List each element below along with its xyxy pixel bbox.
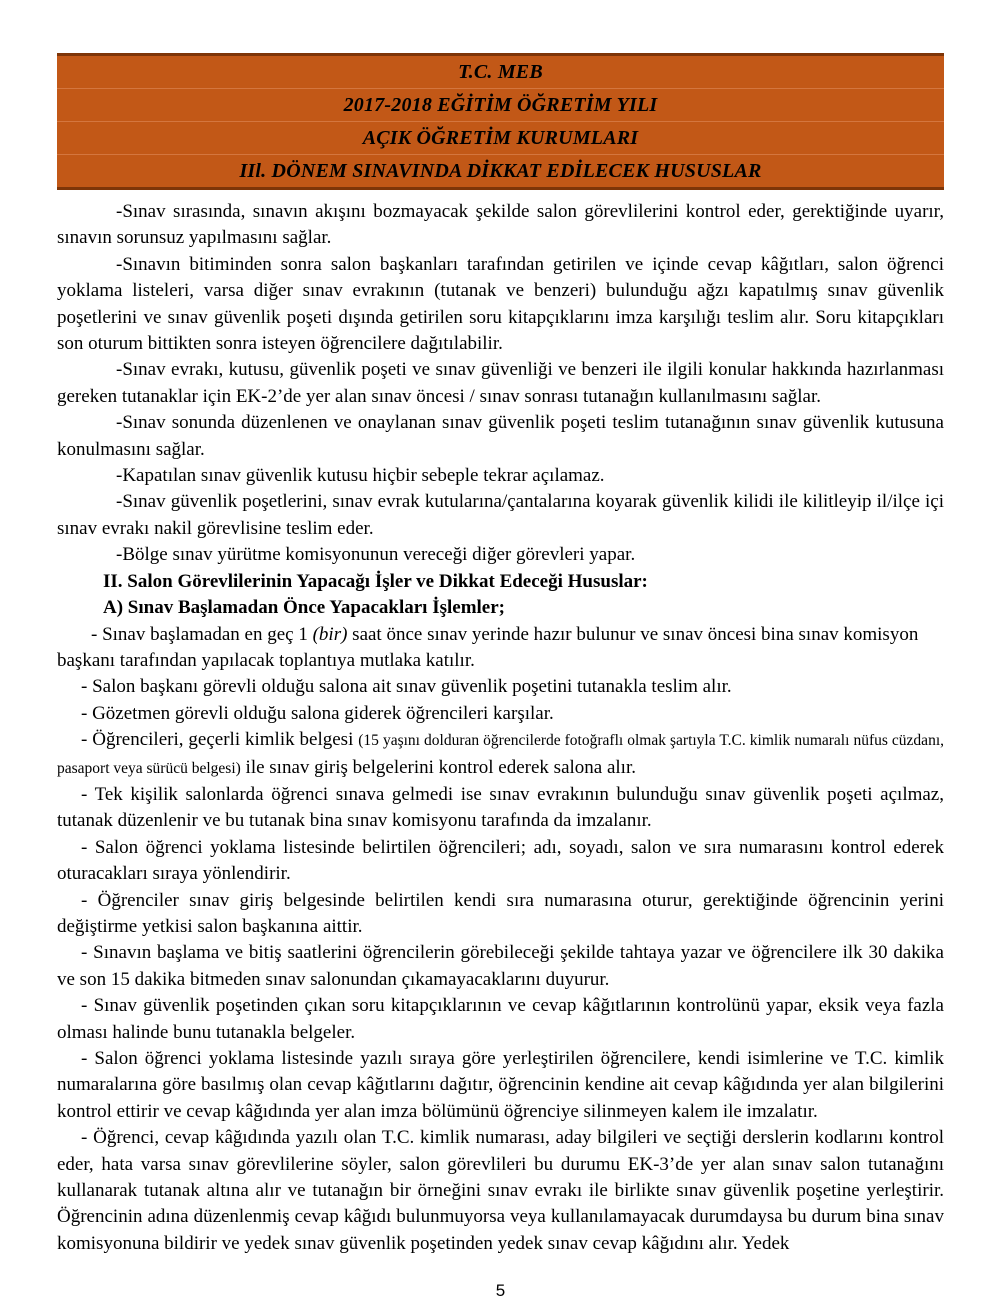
- document-body: [57, 199, 944, 1257]
- paragraph: - Salon öğrenci yoklama listesinde yazılı sıraya göre yerleştirilen öğrencilere, kendi isimlerine ve T.C. kimlik numaralarına göre basılmış olan cevap kâğıtlarını dağıtır, öğrencinin kendine ait cevap kâğıdında yer alan bilgilerini kontrol ettirir ve cevap kâğıdında yer alan imza bölümünü öğrenciye silinmeyen kalem ile imzalatır.: [57, 1048, 944, 1122]
- paragraph: - Sınav güvenlik poşetinden çıkan soru kitapçıklarının ve cevap kâğıtlarının kontrolünü yapar, eksik veya fazla olması halinde bunu tutanakla belgeler.: [57, 995, 944, 1043]
- paragraph: - Salon öğrenci yoklama listesinde belirtilen öğrencileri; adı, soyadı, salon ve sıra numarasını kontrol ederek oturacakları sıraya yönlendirir.: [57, 836, 944, 885]
- paragraph: -Sınav sonunda düzenlenen ve onaylanan sınav güvenlik poşeti teslim tutanağının sınav güvenlik kutusuna konulmasını sağlar.: [57, 412, 944, 460]
- paragraph-text-small: (15 yaşını dolduran öğrencilerde fotoğraflı olmak şartıyla T.C. kimlik numaralı nüfus cüzdanı, pasaport veya sürücü belgesi): [57, 732, 944, 777]
- subsection-heading: A) Sınav Başlamadan Önce Yapacakları İşlemler;: [103, 597, 505, 619]
- title-line-3: AÇIK ÖĞRETİM KURUMLARI: [57, 122, 944, 155]
- paragraph-text: - Öğrencileri, geçerli kimlik belgesi: [81, 729, 359, 751]
- paragraph-text-italic: (bir): [312, 623, 348, 645]
- title-line-2: 2017-2018 EĞİTİM ÖĞRETİM YILI: [57, 89, 944, 122]
- paragraph: - Salon başkanı görevli olduğu salona ait sınav güvenlik poşetini tutanakla teslim alır.: [81, 676, 732, 698]
- paragraph: - Öğrenciler sınav giriş belgesinde belirtilen kendi sıra numarasına oturur, gerektiğinde öğrencinin yerini değiştirme yetkisi salon başkanına aittir.: [57, 889, 944, 937]
- document-title-block: [57, 53, 944, 190]
- paragraph-text: saat önce sınav yerinde hazır bulunur ve sınav öncesi bina sınav komisyon başkanı tarafından yapılacak toplantıya mutlaka katılır.: [57, 623, 919, 671]
- paragraph: [57, 727, 944, 782]
- title-line-4: IIl. DÖNEM SINAVINDA DİKKAT EDİLECEK HUSUSLAR: [239, 160, 762, 182]
- paragraph: - Sınavın başlama ve bitiş saatlerini öğrencilerin görebileceği şekilde tahtaya yazar ve öğrencilere ilk 30 dakika ve son 15 dakika bitmeden sınav salonundan çıkamayacaklarını duyurur.: [57, 942, 944, 990]
- paragraph: - Tek kişilik salonlarda öğrenci sınava gelmedi ise sınav evrakının bulunduğu sınav güvenlik poşeti açılmaz, tutanak düzenlenir ve bu tutanak bina sınav komisyonu tarafında da imzalanır.: [57, 783, 944, 832]
- paragraph: -Bölge sınav yürütme komisyonunun vereceği diğer görevleri yapar.: [116, 544, 636, 566]
- section-heading: II. Salon Görevlilerinin Yapacağı İşler ve Dikkat Edeceği Hususlar:: [103, 570, 648, 592]
- paragraph: - Öğrenci, cevap kâğıdında yazılı olan T.C. kimlik numarası, aday bilgileri ve seçtiği derslerin kodlarını kontrol eder, hata varsa sınav görevlilerine söyler, salon görevlileri bu durumu EK-3’de yer alan sınav salon tutanağını kullanarak tutanak altına alır ve tutanağın bir örneğini sınav evrakı ile birlikte sınav güvenlik poşetine yerleştirir. Öğrencinin adına düzenlenmiş cevap kâğıdı bulunmuyorsa veya kullanılamayacak durumdaysa bu durum bina sınav komisyonuna bildirir ve yedek sınav güvenlik poşetinden yedek sınav cevap kâğıdını alır. Yedek: [57, 1127, 944, 1254]
- paragraph: -Sınav evrakı, kutusu, güvenlik poşeti ve sınav güvenliği ve benzeri ile ilgili konular hakkında hazırlanması gereken tutanaklar için EK-2’de yer alan sınav öncesi / sınav sonrası tutanağın kullanılmasını sağlar.: [57, 359, 944, 407]
- title-line-1: T.C. MEB: [57, 56, 944, 89]
- paragraph: -Sınavın bitiminden sonra salon başkanları tarafından getirilen ve içinde cevap kâğıtları, salon öğrenci yoklama listeleri, varsa diğer sınav evrakının (tutanak ve benzeri) bulunduğu ağzı kapatılmış sınav güvenlik poşetlerini ve sınav güvenlik poşeti dışında getirilen soru kitapçıklarını imza karşılığı teslim alır. Soru kitapçıkları son oturum bittikten sonra isteyen öğrencilere dağıtılabilir.: [57, 253, 944, 355]
- paragraph: -Kapatılan sınav güvenlik kutusu hiçbir sebeple tekrar açılamaz.: [116, 465, 605, 487]
- paragraph: -Sınav sırasında, sınavın akışını bozmayacak şekilde salon görevlilerini kontrol eder, gerektiğinde uyarır, sınavın sorunsuz yapılmasını sağlar.: [57, 201, 944, 249]
- paragraph-text: ile sınav giriş belgelerini kontrol ederek salona alır.: [240, 756, 636, 778]
- paragraph: - Gözetmen görevli olduğu salona giderek öğrencileri karşılar.: [81, 702, 554, 724]
- paragraph: [57, 622, 944, 675]
- page-number: 5: [495, 1281, 506, 1301]
- paragraph-text: - Sınav başlamadan en geç 1: [91, 623, 313, 645]
- paragraph: -Sınav güvenlik poşetlerini, sınav evrak kutularına/çantalarına koyarak güvenlik kilidi ile kilitleyip il/ilçe içi sınav evrakı nakil görevlisine teslim eder.: [57, 491, 944, 539]
